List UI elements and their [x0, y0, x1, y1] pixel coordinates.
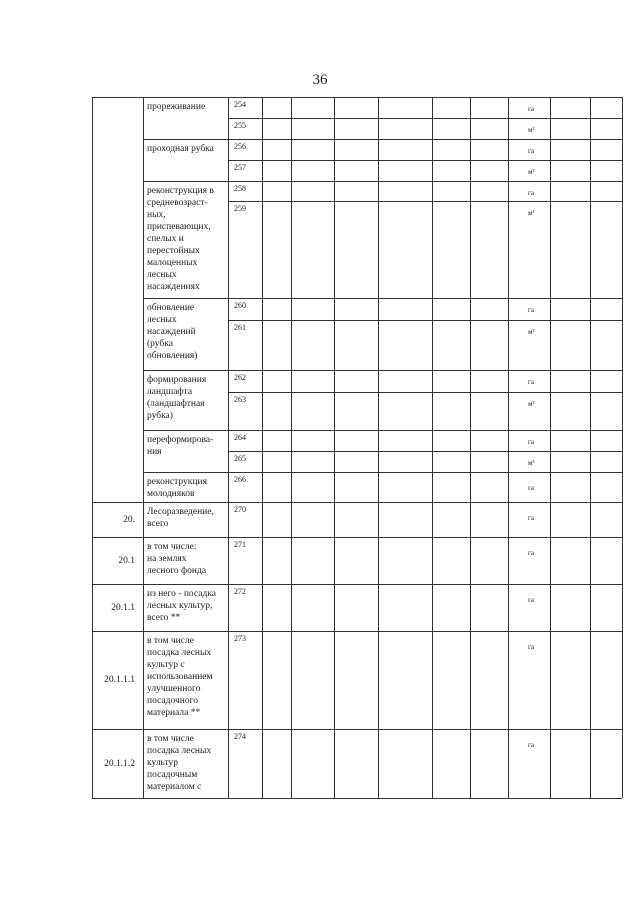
row-code: 258 — [234, 184, 246, 193]
row-label: обновление лесных насаждений (рубка обновления) — [147, 303, 198, 361]
row-code: 273 — [234, 634, 246, 643]
table-rule — [262, 97, 263, 798]
row-unit: га — [528, 438, 534, 446]
table-rule — [334, 97, 335, 798]
row-label: реконструкция в средневозраст- ных, приспевающих, спелых и перестойных малоценных лесных насаждениях — [147, 186, 214, 292]
row-index: 20.1 — [118, 555, 135, 566]
row-code: 274 — [234, 732, 246, 741]
row-label: переформирова- ния — [147, 435, 214, 457]
row-unit: га — [528, 147, 534, 155]
row-label: формирования ландшафта (ландшафтная рубка) — [147, 375, 207, 421]
row-code: 263 — [234, 395, 246, 404]
row-code: 270 — [234, 505, 246, 514]
table-rule — [228, 320, 622, 321]
row-code: 256 — [234, 142, 246, 151]
table-rule — [92, 97, 93, 798]
row-index: 20. — [123, 514, 135, 525]
row-unit: м³ — [528, 126, 535, 134]
table-rule — [143, 430, 622, 431]
row-unit: га — [528, 105, 534, 113]
table-rule — [92, 97, 622, 98]
table-rule — [143, 181, 622, 182]
table-rule — [228, 392, 622, 393]
table-rule — [92, 537, 622, 538]
table-rule — [550, 97, 551, 798]
row-unit: м³ — [528, 209, 535, 217]
row-label: проходная рубка — [147, 144, 214, 154]
table-rule — [228, 160, 622, 161]
table-rule — [590, 97, 591, 798]
row-code: 260 — [234, 301, 246, 310]
row-label: в том числе посадка лесных культур посадочным материалом с — [147, 734, 212, 792]
row-unit: га — [528, 596, 534, 604]
row-code: 257 — [234, 163, 246, 172]
table-rule — [92, 798, 622, 799]
row-code: 264 — [234, 433, 246, 442]
table-rule — [228, 201, 622, 202]
row-unit: га — [528, 306, 534, 314]
table-rule — [92, 729, 622, 730]
table-rule — [432, 97, 433, 798]
table-rule — [508, 97, 509, 798]
table-rule — [143, 472, 622, 473]
row-unit: га — [528, 643, 534, 651]
row-unit: га — [528, 514, 534, 522]
row-unit: га — [528, 741, 534, 749]
row-index: 20.1.1 — [111, 602, 135, 613]
row-label: в том числе: на землях лесного фонда — [147, 542, 207, 576]
row-unit: га — [528, 189, 534, 197]
row-index: 20.1.1.2 — [104, 758, 135, 769]
row-unit: га — [528, 378, 534, 386]
row-code: 271 — [234, 540, 246, 549]
row-code: 259 — [234, 204, 246, 213]
table-rule — [622, 97, 623, 798]
table-rule — [470, 97, 471, 798]
table-rule — [143, 139, 622, 140]
row-unit: га — [528, 484, 534, 492]
row-label: прореживание — [147, 102, 206, 112]
row-unit: м³ — [528, 400, 535, 408]
row-unit: га — [528, 549, 534, 557]
table-rule — [228, 97, 229, 798]
table-rule — [143, 298, 622, 299]
table-rule — [143, 370, 622, 371]
page-number: 36 — [312, 72, 328, 88]
row-code: 266 — [234, 475, 246, 484]
table-rule — [228, 118, 622, 119]
table-rule — [92, 502, 622, 503]
table-rule — [291, 97, 292, 798]
row-code: 265 — [234, 454, 246, 463]
row-unit: м³ — [528, 459, 535, 467]
row-code: 255 — [234, 121, 246, 130]
table-rule — [378, 97, 379, 798]
table-rule — [92, 631, 622, 632]
row-code: 254 — [234, 100, 246, 109]
row-label: Лесоразведение, всего — [147, 507, 214, 529]
row-label: в том числе посадка лесных культур с использованием улучшенного посадочного материала ** — [147, 636, 213, 718]
row-unit: м³ — [528, 328, 535, 336]
table-rule — [228, 451, 622, 452]
table-rule — [92, 584, 622, 585]
row-code: 262 — [234, 373, 246, 382]
row-code: 261 — [234, 323, 246, 332]
row-index: 20.1.1.1 — [104, 675, 135, 685]
row-code: 272 — [234, 587, 246, 596]
table-rule — [143, 97, 144, 798]
row-label: реконструкция молодняков — [147, 477, 207, 499]
row-label: из него - посадка лесных культур, всего ** — [147, 589, 216, 623]
row-unit: м³ — [528, 168, 535, 176]
